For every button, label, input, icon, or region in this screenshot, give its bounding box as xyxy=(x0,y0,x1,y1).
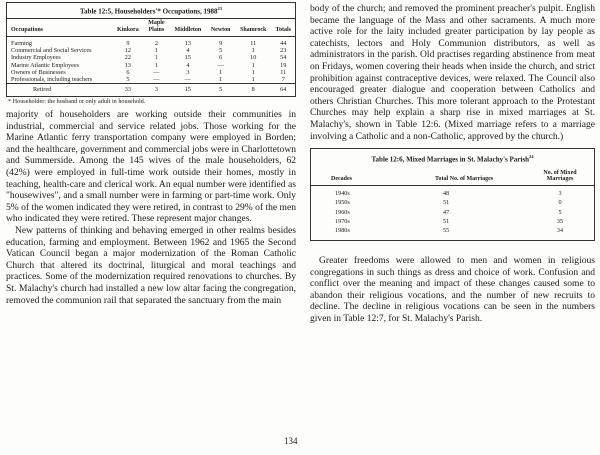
row-label: Marine Atlantic Employees xyxy=(11,61,80,69)
table-row xyxy=(7,47,295,54)
table-row xyxy=(7,69,295,76)
cell: 33 xyxy=(112,83,143,96)
cell: 11 xyxy=(280,68,287,76)
col-header: Maple Plains xyxy=(143,19,169,36)
cell: 1940s xyxy=(335,190,350,198)
cell: 1960s xyxy=(335,208,350,216)
cell: 1970s xyxy=(335,217,350,225)
row-label: Owners of Businesses xyxy=(11,68,66,76)
occupations-table xyxy=(7,19,295,96)
cell: 9 xyxy=(219,40,223,48)
table-row xyxy=(7,62,295,69)
cell: 1980s xyxy=(335,226,350,234)
cell: 5 xyxy=(126,75,130,83)
table-row xyxy=(311,217,594,226)
col-header: Middleton xyxy=(169,19,206,36)
cell: 15 xyxy=(169,83,206,96)
cell: 2 xyxy=(154,40,158,48)
col-header: Shamrock xyxy=(235,19,272,36)
col-header: Totals xyxy=(271,19,295,36)
paragraph: Greater freedoms were allowed to men and women in religious congregations in such things as dress and choice of work. Confusion and conflict over the meaning and impact of these changes caused some to abandon their religious vocations, and the number of new recruits to decline. The decline in religious vocations can be seen in the numbers given in Table 12:7, for St. Malachy's Parish. xyxy=(310,254,595,324)
col-header: Occupations xyxy=(7,19,112,36)
table-row xyxy=(311,208,594,217)
mixed-marriages-table-box xyxy=(310,148,595,241)
row-label: Industry Employees xyxy=(11,54,61,62)
paragraph: New patterns of thinking and behaving emerged in other realms besides education, farming and employment. Between 1962 and 1965 the Second Vatican Council began a major modernization of the Roman Catholic Church that altered its doctrinal, liturgical and moral teachings and practices. Some of the modernization required renovations to churches. By St. Malachy's church had installed a new low altar facing the congregation, removed the communion rail that separated the sanctuary from the main xyxy=(6,224,296,306)
cell: 8 xyxy=(235,83,272,96)
right-body-text-2 xyxy=(310,255,595,325)
cell: 1 xyxy=(154,54,158,62)
cell: 6 xyxy=(126,68,130,76)
cell: 3 xyxy=(143,83,169,96)
col-header: Kinkora xyxy=(112,19,143,36)
cell: 1 xyxy=(251,61,255,69)
table-header-row xyxy=(311,168,594,186)
table-row xyxy=(7,76,295,84)
col-header: Decades xyxy=(311,168,409,186)
cell: 1 xyxy=(154,61,158,69)
right-column xyxy=(310,3,595,324)
paragraph: body of the church; and removed the prominent preacher's pulpit. English became the language of the Mass and other sacraments. A much more active role for the laity included greater participation by lay people as catechists, lectors and Holy Communion distributors, as well as administrators in the parish. Old practises regarding abstinence from meat on Fridays, women covering their heads when inside the church, and strict prohibition against contraceptive devices, were relaxed. The Council also encouraged greater dialogue and cooperation between Catholics and others Christian Churches. This more tolerant approach to the Protestant Churches may help explain a sharp rise in mixed marriages at St. Malachy's, shown in Table 12:6. (Mixed marriage refers to a marriage involving a Catholic and a non-Catholic, approved by the church.) xyxy=(310,3,595,142)
occupations-footnote: * Householder: the husband or only adult in household. xyxy=(8,98,146,106)
left-column xyxy=(6,2,296,306)
col-header: No. of Mixed Marriages xyxy=(526,168,594,186)
cell: 13 xyxy=(124,61,131,69)
right-body-text xyxy=(310,3,595,142)
row-label: Retired xyxy=(7,83,112,96)
cell: 35 xyxy=(556,217,564,225)
cell: — xyxy=(217,61,224,69)
table-row-retired xyxy=(7,83,295,96)
cell: 1 xyxy=(251,68,255,76)
cell: 3 xyxy=(186,68,190,76)
cell: 12 xyxy=(124,47,131,55)
cell: 1 xyxy=(219,75,223,83)
cell: 54 xyxy=(280,54,287,62)
mixed-marriages-table-title: Table 12:6, Mixed Marriages in St. Malachy's Parish$^{24}$ xyxy=(371,154,534,164)
cell: 19 xyxy=(280,61,287,69)
cell: 6 xyxy=(219,54,223,62)
table-row xyxy=(7,54,295,61)
cell: 44 xyxy=(280,40,287,48)
mixed-marriages-table xyxy=(311,168,594,240)
row-label: Commercial and Social Services xyxy=(11,47,92,55)
paragraph: majority of householders are working outside their communities in industrial, commercial and service related jobs. Those working for the Marine Atlantic ferry transportation company were employed in Borden; and the healthcare, government and commercial jobs were in Charlottetown and Summerside. Among the 145 wives of the male householders, 62 (42%) were employed in full-time work outside their homes, mostly in teaching, health-care and clerical work. An equal number were identified as "housewives", and a small number were in farming or part-time work. Only 5% of the women indicated they were retired, in contrast to 29% of the men who indicated they were retired. These represent major changes. xyxy=(6,109,296,225)
row-label: Farming xyxy=(11,40,32,48)
cell: 51 xyxy=(443,217,450,225)
cell: 48 xyxy=(443,190,450,198)
cell: 4 xyxy=(186,61,190,69)
col-header: Total No. of Marriages xyxy=(409,168,526,186)
cell: 5 xyxy=(558,208,562,216)
cell: 4 xyxy=(186,47,190,55)
cell: 1950s xyxy=(335,199,350,207)
cell: 23 xyxy=(280,47,287,55)
cell: 1 xyxy=(219,68,223,76)
cell: 5 xyxy=(206,83,235,96)
cell: 34 xyxy=(556,226,564,234)
cell: 1 xyxy=(154,47,158,55)
cell: — xyxy=(184,75,191,83)
table-row xyxy=(7,37,295,48)
occupations-table-title: Table 12:5, Householders'* Occupations, 1988$^{23}$ xyxy=(7,3,295,19)
cell: 11 xyxy=(250,40,257,48)
table-row xyxy=(311,186,594,199)
table-row xyxy=(311,198,594,207)
cell: 47 xyxy=(443,208,450,216)
cell: 5 xyxy=(219,47,223,55)
cell: 0 xyxy=(558,199,562,207)
cell: 3 xyxy=(558,190,562,198)
cell: 1 xyxy=(251,47,255,55)
cell: 13 xyxy=(184,40,191,48)
cell: 55 xyxy=(443,226,450,234)
cell: 1 xyxy=(251,75,255,83)
cell: — xyxy=(153,68,160,76)
row-label: Professionals, including teachers xyxy=(11,75,93,83)
cell: 10 xyxy=(250,54,257,62)
left-body-text xyxy=(6,109,296,306)
cell: 7 xyxy=(281,75,285,83)
table-header-row xyxy=(7,19,295,36)
cell: — xyxy=(153,75,160,83)
cell: 64 xyxy=(271,83,295,96)
col-header: Newton xyxy=(206,19,235,36)
cell: 22 xyxy=(124,54,131,62)
cell: 9 xyxy=(126,40,130,48)
cell: 15 xyxy=(184,54,191,62)
page-number: 134 xyxy=(284,436,298,446)
cell: 51 xyxy=(443,199,450,207)
occupations-table-box xyxy=(6,2,296,97)
table-row xyxy=(311,226,594,240)
